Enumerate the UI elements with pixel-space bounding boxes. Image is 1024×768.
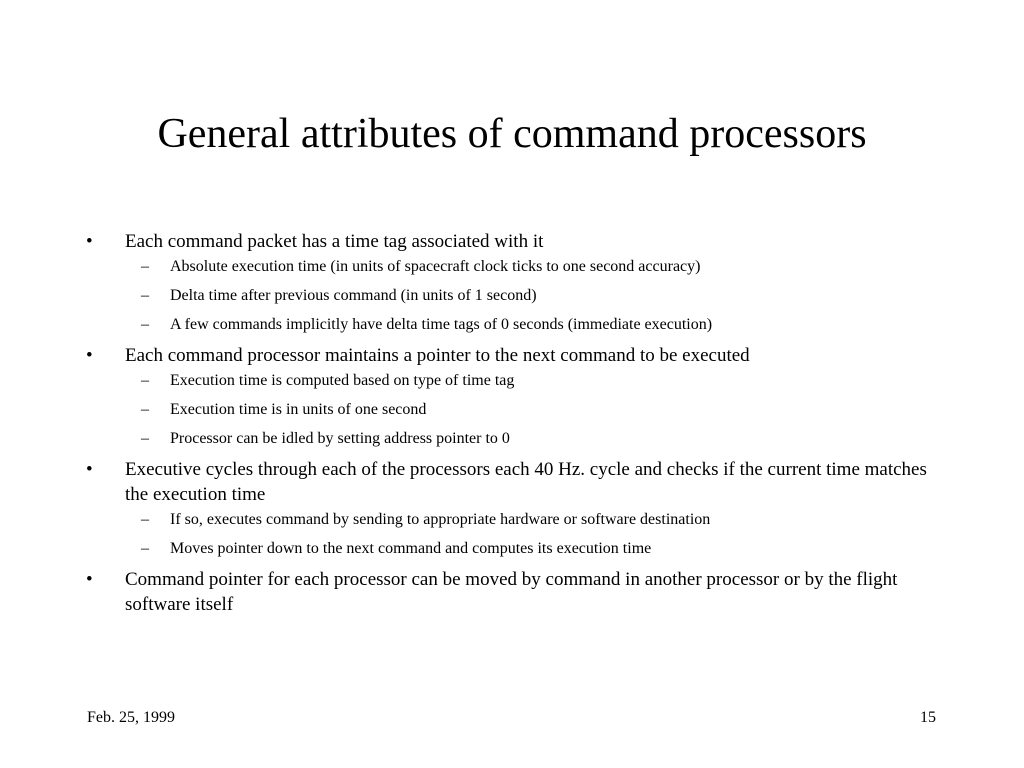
bullet-marker: • (86, 569, 93, 590)
dash-marker: – (141, 401, 149, 418)
sub-item-text: Processor can be idled by setting address pointer to 0 (170, 430, 510, 447)
sub-item-text: Absolute execution time (in units of spacecraft clock ticks to one second accuracy) (170, 258, 701, 275)
bullet-text: Each command processor maintains a pointer to the next command to be executed (125, 345, 750, 366)
sub-item (125, 314, 952, 335)
bullet-text: Command pointer for each processor can be moved by command in another processor or by the flight software itself (125, 569, 898, 615)
slide-number: 15 (920, 709, 936, 726)
bullet-item (86, 567, 952, 617)
sub-item-text: Moves pointer down to the next command and computes its execution time (170, 540, 652, 557)
bullet-marker: • (86, 459, 93, 480)
sub-list (125, 256, 952, 335)
sub-item (125, 428, 952, 449)
bullet-text: Each command packet has a time tag associated with it (125, 231, 544, 252)
sub-item-text: Delta time after previous command (in units of 1 second) (170, 287, 537, 304)
bullet-marker: • (86, 345, 93, 366)
sub-item-text: A few commands implicitly have delta time tags of 0 seconds (immediate execution) (170, 316, 713, 333)
dash-marker: – (141, 372, 149, 389)
dash-marker: – (141, 511, 149, 528)
dash-marker: – (141, 258, 149, 275)
footer-date: Feb. 25, 1999 (87, 709, 175, 726)
bullet-item (86, 343, 952, 449)
dash-marker: – (141, 287, 149, 304)
sub-item (125, 285, 952, 306)
dash-marker: – (141, 430, 149, 447)
sub-item (125, 538, 952, 559)
sub-item (125, 399, 952, 420)
bullet-list (86, 229, 952, 622)
slide-title: General attributes of command processors (157, 111, 867, 157)
bullet-item (86, 229, 952, 335)
sub-item (125, 256, 952, 277)
sub-item-text: Execution time is computed based on type of time tag (170, 372, 515, 389)
sub-item-text: Execution time is in units of one second (170, 401, 427, 418)
dash-marker: – (141, 316, 149, 333)
dash-marker: – (141, 540, 149, 557)
bullet-marker: • (86, 231, 93, 252)
sub-item-text: If so, executes command by sending to appropriate hardware or software destination (170, 511, 711, 528)
sub-list (125, 509, 952, 559)
sub-item (125, 370, 952, 391)
sub-item (125, 509, 952, 530)
sub-list (125, 370, 952, 449)
bullet-item (86, 457, 952, 559)
bullet-text: Executive cycles through each of the processors each 40 Hz. cycle and checks if the current time matches the execution time (125, 459, 927, 505)
